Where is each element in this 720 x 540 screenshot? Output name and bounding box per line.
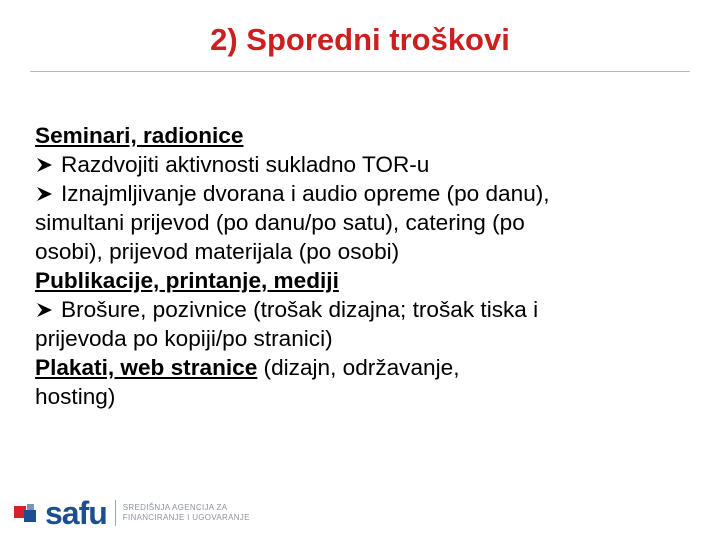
logo-divider (115, 500, 116, 526)
bullet-item (35, 295, 695, 324)
section-heading-seminars: Seminari, radionice (35, 123, 244, 148)
section-heading-suffix: (dizajn, održavanje, (257, 355, 460, 380)
bullet-text: Iznajmljivanje dvorana i audio opreme (po danu), (61, 181, 550, 206)
section-line-posters (35, 353, 695, 382)
slide-title: 2) Sporedni troškovi (210, 22, 510, 57)
bullet-text: Brošure, pozivnice (trošak dizajna; trošak tiska i (61, 297, 539, 322)
arrow-bullet-icon (35, 179, 61, 208)
slide-content (35, 121, 695, 411)
bullet-text-continuation: simultani prijevod (po danu/po satu), catering (po (35, 210, 525, 235)
bullet-text-continuation: osobi), prijevod materijala (po osobi) (35, 239, 400, 264)
bullet-text: Razdvojiti aktivnosti sukladno TOR-u (61, 152, 430, 177)
safu-logo-mark-icon (14, 500, 40, 526)
section-heading-publications: Publikacije, printanje, mediji (35, 268, 339, 293)
arrow-bullet-icon (35, 295, 61, 324)
bullet-item (35, 150, 695, 179)
bullet-text-continuation: prijevoda po kopiji/po stranici) (35, 326, 333, 351)
section-heading-posters: Plakati, web stranice (35, 355, 258, 380)
safu-logo-subtitle (123, 503, 250, 523)
safu-logo-text: safu (45, 495, 107, 531)
logo-subtitle-line: FINANCIRANJE I UGOVARANJE (122, 513, 250, 522)
section-continuation: hosting) (35, 384, 116, 409)
bullet-item (35, 179, 695, 208)
logo-subtitle-line: SREDIŠNJA AGENCIJA ZA (122, 503, 228, 512)
arrow-bullet-icon (35, 150, 61, 179)
title-divider (30, 71, 690, 72)
safu-logo (14, 496, 250, 530)
